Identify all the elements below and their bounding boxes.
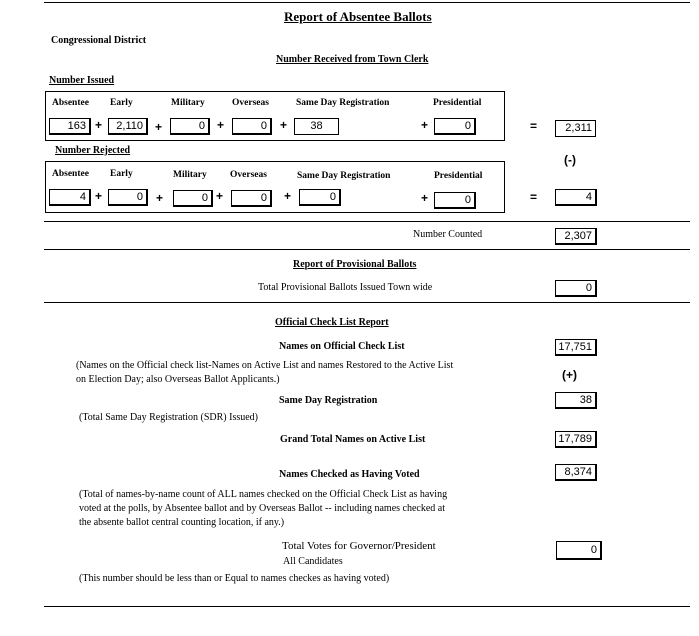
gov-label-line-2: All Candidates <box>283 556 343 567</box>
rejected-sdr-field[interactable]: 0 <box>299 189 341 206</box>
issued-overseas-field[interactable]: 0 <box>232 118 272 135</box>
rule <box>44 221 690 222</box>
rejected-total-field[interactable]: 4 <box>555 189 597 206</box>
issued-col-military: Military <box>171 98 205 108</box>
checked-note-line-2: voted at the polls, by Absentee ballot and by Overseas Ballot -- including names checked at <box>79 503 446 514</box>
issued-col-presidential: Presidential <box>433 98 482 108</box>
gov-field[interactable]: 0 <box>556 541 602 560</box>
plus-sign: + <box>421 191 429 205</box>
checked-label: Names Checked as Having Voted <box>279 469 420 480</box>
plus-sign: + <box>95 189 103 203</box>
sdr-label: Same Day Registration <box>279 395 378 406</box>
checklist-heading: Official Check List Report <box>275 317 389 328</box>
issued-col-overseas: Overseas <box>232 98 269 108</box>
plus-sign: + <box>95 118 103 132</box>
plus-sign: + <box>216 189 224 203</box>
rejected-col-absentee: Absentee <box>52 169 89 179</box>
issued-military-field[interactable]: 0 <box>170 118 210 135</box>
checked-note-line-3: the absente ballot central counting location, if any.) <box>79 517 285 528</box>
checked-field[interactable]: 8,374 <box>555 464 597 481</box>
rejected-presidential-field[interactable]: 0 <box>434 192 476 209</box>
checked-note-line-1: (Total of names-by-name count of ALL names checked on the Official Check List as having <box>79 489 448 500</box>
plus-sign: + <box>217 118 225 132</box>
grand-total-field[interactable]: 17,789 <box>555 431 597 448</box>
sdr-note: (Total Same Day Registration (SDR) Issued) <box>79 412 258 423</box>
issued-early-field[interactable]: 2,110 <box>108 118 148 135</box>
bottom-rule <box>44 606 690 607</box>
page-title: Report of Absentee Ballots <box>284 9 432 24</box>
received-from-clerk-label: Number Received from Town Clerk <box>276 54 429 65</box>
counted-label: Number Counted <box>413 229 483 240</box>
gov-label-line-1: Total Votes for Governor/President <box>282 540 436 552</box>
rejected-col-overseas: Overseas <box>230 170 267 180</box>
gov-note: (This number should be less than or Equal to names checkes as having voted) <box>79 573 390 584</box>
issued-absentee-field[interactable]: 163 <box>49 118 91 135</box>
minus-indicator: (-) <box>564 153 576 167</box>
issued-presidential-field[interactable]: 0 <box>434 118 476 135</box>
congressional-district-label: Congressional District <box>51 35 147 46</box>
equals-sign: = <box>530 190 538 204</box>
plus-sign: + <box>421 118 429 132</box>
rejected-col-early: Early <box>110 169 133 179</box>
plus-sign: + <box>156 191 164 205</box>
names-field[interactable]: 17,751 <box>555 339 597 356</box>
provisional-heading: Report of Provisional Ballots <box>293 259 417 270</box>
rejected-early-field[interactable]: 0 <box>108 189 148 206</box>
equals-sign: = <box>530 119 538 133</box>
issued-total-field[interactable]: 2,311 <box>555 120 596 137</box>
plus-sign: + <box>284 189 292 203</box>
plus-sign: + <box>280 118 288 132</box>
rule <box>44 249 690 250</box>
names-note-line-2: on Election Day; also Overseas Ballot Applicants.) <box>76 374 280 385</box>
issued-heading: Number Issued <box>49 75 115 86</box>
sdr-field[interactable]: 38 <box>555 392 597 409</box>
rejected-overseas-field[interactable]: 0 <box>231 190 272 207</box>
grand-total-label: Grand Total Names on Active List <box>280 434 426 445</box>
provisional-field[interactable]: 0 <box>555 280 597 297</box>
counted-field[interactable]: 2,307 <box>555 228 597 245</box>
issued-sdr-field[interactable]: 38 <box>294 118 339 135</box>
issued-col-absentee: Absentee <box>52 98 89 108</box>
rejected-col-presidential: Presidential <box>434 171 483 181</box>
rejected-col-sdr: Same Day Registration <box>297 171 391 181</box>
rule <box>44 302 690 303</box>
plus-sign: + <box>155 120 163 134</box>
rejected-col-military: Military <box>173 170 207 180</box>
rejected-heading: Number Rejected <box>55 145 131 156</box>
names-label: Names on Official Check List <box>279 341 405 352</box>
provisional-label: Total Provisional Ballots Issued Town wide <box>258 282 433 293</box>
issued-col-early: Early <box>110 98 133 108</box>
names-note-line-1: (Names on the Official check list-Names on Active List and names Restored to the Active List <box>76 360 454 371</box>
issued-col-sdr: Same Day Registration <box>296 98 390 108</box>
top-rule <box>44 2 690 3</box>
rejected-absentee-field[interactable]: 4 <box>49 189 91 206</box>
plus-indicator: (+) <box>562 368 577 382</box>
rejected-military-field[interactable]: 0 <box>173 190 213 207</box>
